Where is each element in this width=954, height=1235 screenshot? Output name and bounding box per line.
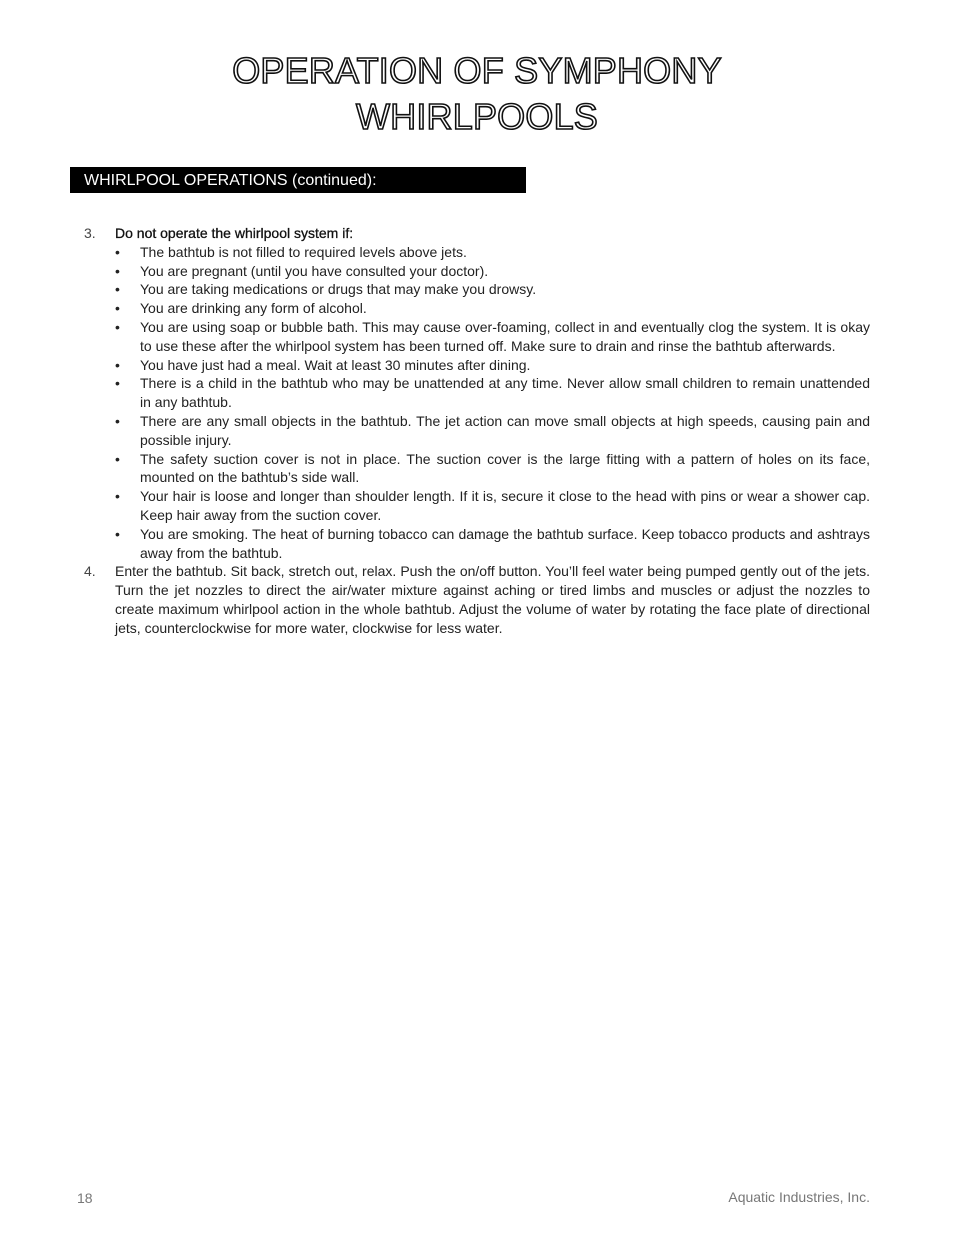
bullet-icon: • bbox=[115, 412, 120, 429]
list-item-text: The safety suction cover is not in place. The suction cover is the large fitting with a pattern of holes on its face, mounted on the bathtub’s side wall. bbox=[140, 450, 870, 486]
bullet-icon: • bbox=[115, 281, 120, 298]
list-item bbox=[115, 525, 870, 563]
list-item-text: There is a child in the bathtub who may be unattended at any time. Never allow small children to remain unattended in any bathtub. bbox=[140, 375, 870, 411]
list-item bbox=[115, 243, 870, 262]
list-item bbox=[115, 280, 870, 299]
page-title-line-1: OPERATION OF SYMPHONY bbox=[232, 50, 722, 91]
list-item-text: You are using soap or bubble bath. This may cause over-foaming, collect in and eventually clog the system. It is okay to use these after the whirlpool system has been turned off. Make sure to drain and rinse the bathtub afterwards. bbox=[140, 318, 870, 354]
list-item bbox=[115, 356, 870, 375]
list-item bbox=[115, 299, 870, 318]
bullet-icon: • bbox=[115, 356, 120, 373]
page-number: 18 bbox=[77, 1190, 93, 1206]
list-item-text: You have just had a meal. Wait at least 30 minutes after dining. bbox=[140, 356, 531, 373]
page-title bbox=[0, 48, 954, 140]
list-item-text: You are smoking. The heat of burning tobacco can damage the bathtub surface. Keep tobacco products and ashtrays away from the bathtub. bbox=[140, 525, 870, 561]
page-title-line-2: WHIRLPOOLS bbox=[355, 96, 599, 137]
section-heading: WHIRLPOOL OPERATIONS (continued): bbox=[84, 172, 377, 189]
instruction-item-3 bbox=[84, 224, 870, 562]
bullet-icon: • bbox=[115, 375, 120, 392]
item-number: 4. bbox=[84, 563, 96, 580]
bullet-icon: • bbox=[115, 300, 120, 317]
bullet-icon: • bbox=[115, 318, 120, 335]
list-item bbox=[115, 262, 870, 281]
list-item bbox=[115, 487, 870, 525]
bullet-icon: • bbox=[115, 450, 120, 467]
list-item-text: You are taking medications or drugs that may make you drowsy. bbox=[140, 281, 537, 298]
list-item bbox=[115, 450, 870, 488]
item-paragraph: Enter the bathtub. Sit back, stretch out, relax. Push the on/off button. You’ll feel water being pumped gently out of the jets. Turn the jet nozzles to direct the air/water mixture against aching or tired limbs and muscles or adjust the nozzles to create maximum whirlpool action in the whole bathtub. Adjust the volume of water by rotating the face plate of directional jets, counterclockwise for more water, clockwise for less water. bbox=[115, 563, 870, 636]
list-item-text: You are pregnant (until you have consulted your doctor). bbox=[140, 262, 489, 279]
item-number: 3. bbox=[84, 225, 96, 241]
bullet-icon: • bbox=[115, 525, 120, 542]
list-item bbox=[115, 412, 870, 450]
list-item-text: You are drinking any form of alcohol. bbox=[140, 300, 367, 317]
list-item bbox=[115, 374, 870, 412]
bullet-icon: • bbox=[115, 243, 120, 260]
list-item-text: Your hair is loose and longer than shoulder length. If it is, secure it close to the head with pins or wear a shower cap. Keep hair away from the suction cover. bbox=[140, 488, 870, 523]
footer-company-name: Aquatic Industries, Inc. bbox=[728, 1189, 870, 1205]
list-item-text: There are any small objects in the bathtub. The jet action can move small objects at high speeds, causing pain and possible injury. bbox=[140, 412, 870, 448]
section-heading-bar bbox=[70, 167, 526, 193]
bullet-icon: • bbox=[115, 262, 120, 279]
list-item-text: The bathtub is not filled to required levels above jets. bbox=[140, 243, 467, 260]
item-heading: Do not operate the whirlpool system if: bbox=[115, 225, 354, 241]
bullet-icon: • bbox=[115, 488, 120, 505]
instructions-list bbox=[84, 224, 870, 638]
instruction-item-4 bbox=[84, 562, 870, 637]
list-item bbox=[115, 318, 870, 356]
restriction-list bbox=[115, 243, 870, 563]
